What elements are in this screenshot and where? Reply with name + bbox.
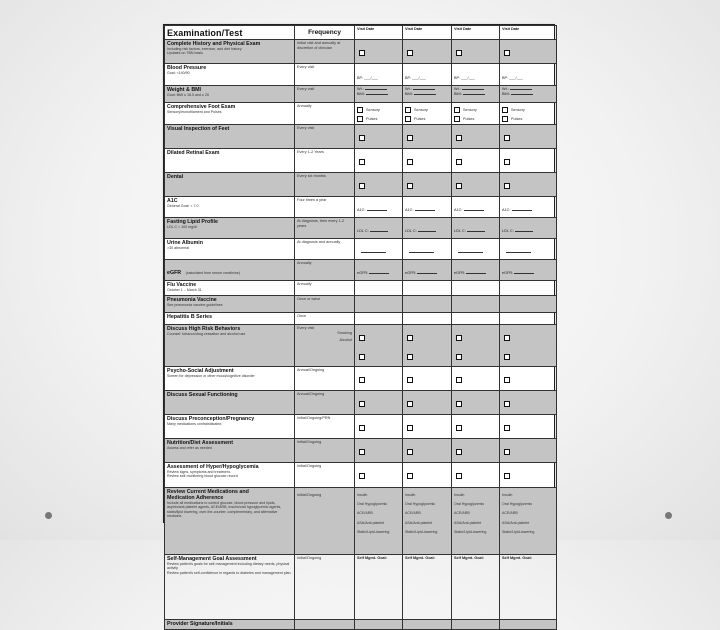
checkbox[interactable] (407, 183, 413, 189)
row-frequency: Initial/Ongoing (295, 488, 355, 555)
bp-field[interactable]: BP: ___/___ (502, 76, 523, 80)
frequency-column-header: Frequency (295, 26, 355, 40)
option-statin[interactable]: Statin/Lipid-lowering (405, 529, 438, 534)
row-subtitle: Assess and refer as needed (167, 446, 212, 450)
ldl-field[interactable]: LDL C: (454, 229, 485, 233)
row-visual-inspection (165, 125, 557, 149)
checkbox[interactable] (407, 159, 413, 165)
egfr-field[interactable]: eGFR: (502, 271, 534, 275)
checkbox (405, 107, 411, 113)
row-title: Discuss High Risk Behaviors (167, 326, 241, 332)
self-mgmt-goal-field[interactable]: Self Mgmt. Goal: (403, 555, 452, 620)
row-blood-pressure (165, 64, 557, 86)
signature-cell[interactable] (403, 620, 452, 630)
row-title: Dilated Retinal Exam (167, 150, 220, 156)
row-frequency: Initial visit and annually at discretion of clinician (295, 40, 355, 64)
row-title: Fasting Lipid Profile (167, 219, 218, 225)
row-history (165, 40, 557, 64)
row-frequency: Every six months (295, 173, 355, 197)
slide-dot-right (665, 512, 672, 519)
alcohol-checkbox[interactable] (407, 354, 413, 360)
checkbox[interactable] (456, 159, 462, 165)
egfr-field[interactable]: eGFR: (357, 271, 389, 275)
row-subtitle: LDL C < 100 mg/dl (167, 225, 197, 229)
checkbox[interactable] (359, 159, 365, 165)
row-nutrition (165, 439, 557, 463)
option-ace-arb[interactable]: ACE/ARB (405, 511, 421, 516)
visit-cell[interactable] (500, 281, 557, 296)
bp-field[interactable]: BP: ___/___ (357, 76, 378, 80)
row-frequency: At diagnosis and annually (295, 239, 355, 260)
bmi-field[interactable]: BMI: (405, 92, 449, 97)
header-row (165, 26, 557, 40)
row-subtitle-2: Review self-monitoring blood glucose record (167, 474, 238, 479)
option-asa-antiplatelet[interactable]: ASA/Anti-platelet (502, 520, 530, 525)
smoking-checkbox[interactable] (504, 335, 510, 341)
row-urine-albumin (165, 239, 557, 260)
diabetes-flowsheet-document (163, 24, 555, 627)
checkbox[interactable] (504, 425, 510, 431)
row-preconception (165, 415, 557, 439)
option-ace-arb[interactable]: ACE/ARB (357, 511, 373, 516)
ldl-field[interactable]: LDL C: (357, 229, 388, 233)
egfr-field[interactable]: eGFR: (405, 271, 437, 275)
pulses-option[interactable]: Pulses (502, 116, 554, 122)
row-frequency: Annual/Ongoing (295, 367, 355, 391)
checkbox[interactable] (456, 377, 462, 383)
albumin-field[interactable] (409, 252, 434, 253)
row-frequency: Every visit (295, 64, 355, 86)
row-subtitle: Many medications contraindicated (167, 422, 222, 426)
row-weight-bmi (165, 86, 557, 103)
visit-date-header-1[interactable]: Visit Date (355, 26, 403, 40)
row-psycho-social (165, 367, 557, 391)
bmi-field[interactable]: BMI: (454, 92, 497, 97)
row-title: A1C (167, 198, 178, 204)
row-subtitle: Counsel: tobacco/drug cessation and alcohol use (167, 332, 246, 336)
a1c-field[interactable]: A1C: (357, 208, 387, 212)
row-title: Flu Vaccine (167, 282, 197, 288)
checkbox[interactable] (359, 183, 365, 189)
visit-cell[interactable] (500, 296, 557, 313)
option-oral-hypoglycemic[interactable]: Oral Hypoglycemic (502, 502, 533, 507)
row-hepatitis-b (165, 313, 557, 325)
row-title: Dental (167, 174, 184, 180)
row-subtitle: See pneumonia vaccine guidelines (167, 303, 223, 307)
option-statin[interactable]: Statin/Lipid-lowering (357, 529, 390, 534)
checkbox (502, 116, 508, 122)
option-oral-hypoglycemic[interactable]: Oral Hypoglycemic (454, 502, 485, 507)
row-flu-vaccine (165, 281, 557, 296)
row-title: Provider Signature/Initials (167, 621, 233, 627)
checkbox (357, 107, 363, 113)
row-a1c (165, 197, 557, 218)
row-sexual-functioning (165, 391, 557, 415)
option-asa-antiplatelet[interactable]: ASA/Anti-platelet (357, 520, 385, 525)
self-mgmt-goal-field[interactable]: Self Mgmt. Goal: (355, 555, 403, 620)
row-title-2: Medication Adherence (167, 495, 224, 501)
row-subtitle: Review signs, symptoms and treatment. (167, 470, 231, 474)
row-subtitle: Including risk factors, exercise, and diet history (167, 47, 242, 51)
checkbox[interactable] (407, 50, 413, 56)
egfr-field[interactable]: eGFR: (454, 271, 486, 275)
row-high-risk-behaviors (165, 325, 557, 367)
checkbox[interactable] (359, 50, 365, 56)
row-title: Comprehensive Foot Exam (167, 104, 236, 110)
visit-cell[interactable] (403, 313, 452, 325)
option-asa-antiplatelet[interactable]: ASA/Anti-platelet (405, 520, 433, 525)
ldl-field[interactable]: LDL C: (502, 229, 533, 233)
option-ace-arb[interactable]: ACE/ARB (502, 511, 518, 516)
visit-date-header-3[interactable]: Visit Date (452, 26, 500, 40)
albumin-field[interactable] (506, 252, 531, 253)
checkbox[interactable] (456, 473, 462, 479)
row-title: Discuss Sexual Functioning (167, 392, 238, 398)
visit-cell[interactable] (355, 296, 403, 313)
bp-field[interactable]: BP: ___/___ (405, 76, 426, 80)
option-statin[interactable]: Statin/Lipid-lowering (454, 529, 487, 534)
alcohol-checkbox[interactable] (359, 354, 365, 360)
checkbox (454, 107, 460, 113)
checkbox[interactable] (359, 473, 365, 479)
row-frequency: Initial/Ongoing (295, 555, 355, 620)
row-frequency: Annually (295, 260, 355, 281)
self-mgmt-goal-field[interactable]: Self Mgmt. Goal: (500, 555, 557, 620)
row-title: Blood Pressure (167, 65, 207, 71)
option-insulin[interactable]: Insulin (357, 493, 368, 497)
row-foot-exam (165, 103, 557, 125)
checkbox[interactable] (407, 377, 413, 383)
checkbox[interactable] (456, 183, 462, 189)
option-insulin[interactable]: Insulin (502, 493, 513, 497)
checkbox[interactable] (504, 401, 510, 407)
visit-cell[interactable] (355, 313, 403, 325)
flowsheet-table (164, 25, 557, 630)
visit-date-header-2[interactable]: Visit Date (403, 26, 452, 40)
checkbox (454, 116, 460, 122)
visit-cell[interactable] (452, 313, 500, 325)
row-frequency: Annually (295, 103, 355, 125)
pulses-option[interactable]: Pulses (357, 116, 400, 122)
signature-cell[interactable] (500, 620, 557, 630)
checkbox[interactable] (407, 401, 413, 407)
row-title: Self-Management Goal Assessment (167, 556, 257, 562)
row-frequency: Annual/Ongoing (295, 391, 355, 415)
alcohol-label: Alcohol (339, 338, 352, 342)
visit-cell[interactable] (355, 281, 403, 296)
smoking-checkbox[interactable] (359, 335, 365, 341)
sensory-option[interactable]: Sensory (502, 107, 554, 113)
checkbox[interactable] (456, 50, 462, 56)
row-title: Complete History and Physical Exam (167, 41, 261, 47)
row-pneumonia-vaccine (165, 296, 557, 313)
weight-field[interactable]: Wt.: (357, 87, 400, 92)
weight-field[interactable]: Wt.: (502, 87, 554, 92)
row-title: Nutrition/Diet Assessment (167, 440, 234, 446)
row-subtitle-2: Updates on TBN basis (167, 51, 203, 56)
checkbox[interactable] (504, 449, 510, 455)
medication-options (500, 488, 557, 555)
a1c-field[interactable]: A1C: (454, 208, 484, 212)
medication-options (403, 488, 452, 555)
signature-blank (295, 620, 355, 630)
row-frequency: Initial/Ongoing (295, 463, 355, 488)
smoking-label: Smoking (337, 330, 352, 335)
row-frequency: Once (295, 313, 355, 325)
sensory-option[interactable]: Sensory (454, 107, 497, 113)
row-frequency: Every 1-2 Years (295, 149, 355, 173)
row-frequency: Every visit (295, 86, 355, 103)
row-title: Urine Albumin (167, 240, 203, 246)
option-statin[interactable]: Statin/Lipid-lowering (502, 529, 535, 534)
visit-cell[interactable] (403, 296, 452, 313)
row-subtitle: Goal: BMI ≤ 18.5 and ≤ 25 (167, 93, 209, 97)
row-glycemia-assessment (165, 463, 557, 488)
visit-date-header-4[interactable]: Visit Date (500, 26, 557, 40)
row-title: Pneumonia Vaccine (167, 297, 217, 303)
exam-column-header: Examination/Test (165, 26, 295, 40)
checkbox[interactable] (456, 449, 462, 455)
bp-field[interactable]: BP: ___/___ (454, 76, 475, 80)
option-asa-antiplatelet[interactable]: ASA/Anti-platelet (454, 520, 482, 525)
medication-options (355, 488, 403, 555)
self-mgmt-goal-field[interactable]: Self Mgmt. Goal: (452, 555, 500, 620)
row-frequency: At diagnosis, then every 1-2 years (295, 218, 355, 239)
checkbox[interactable] (359, 377, 365, 383)
weight-field[interactable]: Wt.: (405, 87, 449, 92)
row-title: Discuss Preconception/Pregnancy (167, 416, 255, 422)
checkbox[interactable] (359, 135, 365, 141)
ldl-field[interactable]: LDL C: (405, 229, 436, 233)
option-oral-hypoglycemic[interactable]: Oral Hypoglycemic (357, 502, 388, 507)
pulses-option[interactable]: Pulses (454, 116, 497, 122)
row-title: Review Current Medications and (167, 489, 249, 495)
row-subtitle: Include all medications to control glucose, blood pressure and lipids, aspirin/anti-platelet agents, ACE/ARB, insulin/oral hypoglycemic agents, statin/lipid lowering, over-the-counter, complementary, and alternative medicine. (167, 501, 282, 518)
checkbox[interactable] (359, 401, 365, 407)
row-title: Weight & BMI (167, 87, 202, 93)
row-frequency: Four times a year (295, 197, 355, 218)
visit-cell[interactable] (452, 296, 500, 313)
checkbox[interactable] (504, 135, 510, 141)
checkbox (502, 107, 508, 113)
row-title: Psycho-Social Adjustment (167, 368, 234, 374)
checkbox[interactable] (456, 135, 462, 141)
bmi-field[interactable]: BMI: (357, 92, 400, 97)
row-frequency: Once or twice (295, 296, 355, 313)
slide-dot-left (45, 512, 52, 519)
checkbox[interactable] (504, 50, 510, 56)
smoking-checkbox[interactable] (407, 335, 413, 341)
row-frequency: Every visit (297, 326, 315, 330)
checkbox (405, 116, 411, 122)
option-ace-arb[interactable]: ACE/ARB (454, 511, 470, 516)
pulses-option[interactable]: Pulses (405, 116, 449, 122)
row-subtitle: Review patient's goals for self-management including dietary needs, physical activity (167, 562, 290, 571)
alcohol-checkbox[interactable] (456, 354, 462, 360)
bmi-field[interactable]: BMI: (502, 92, 554, 97)
row-title: Visual Inspection of Feet (167, 126, 230, 132)
row-frequency: Annually (295, 281, 355, 296)
row-retinal-exam (165, 149, 557, 173)
checkbox[interactable] (456, 401, 462, 407)
signature-cell[interactable] (355, 620, 403, 630)
row-frequency: Every visit (295, 125, 355, 149)
row-subtitle: (calculated from serum creatinine) (185, 271, 240, 275)
checkbox (357, 116, 363, 122)
albumin-field[interactable] (361, 252, 386, 253)
row-subtitle: General Goal: < 7.0 (167, 204, 199, 208)
checkbox[interactable] (504, 473, 510, 479)
row-dental (165, 173, 557, 197)
visit-cell[interactable] (403, 281, 452, 296)
row-subtitle: Goal: <140/90 (167, 71, 190, 75)
checkbox[interactable] (504, 159, 510, 165)
checkbox[interactable] (504, 377, 510, 383)
row-title: eGFR (167, 270, 182, 276)
row-lipid-profile (165, 218, 557, 239)
row-medications (165, 488, 557, 555)
option-insulin[interactable]: Insulin (454, 493, 465, 497)
row-self-management (165, 555, 557, 620)
visit-cell[interactable] (500, 313, 557, 325)
row-provider-signature (165, 620, 557, 630)
row-title: Hepatitis B Series (167, 314, 213, 320)
checkbox[interactable] (407, 425, 413, 431)
sensory-option[interactable]: Sensory (405, 107, 449, 113)
a1c-field[interactable]: A1C: (502, 208, 532, 212)
signature-cell[interactable] (452, 620, 500, 630)
row-frequency: Initial/Ongoing (295, 439, 355, 463)
checkbox[interactable] (456, 425, 462, 431)
checkbox[interactable] (407, 135, 413, 141)
row-egfr (165, 260, 557, 281)
weight-field[interactable]: Wt.: (454, 87, 497, 92)
row-subtitle: October 1 – March 31 (167, 288, 202, 292)
row-subtitle: >30 abnormal (167, 246, 190, 250)
row-title: Assessment of Hyper/Hypoglycemia (167, 464, 259, 470)
option-insulin[interactable]: Insulin (405, 493, 416, 497)
a1c-field[interactable]: A1C: (405, 208, 435, 212)
medication-options (452, 488, 500, 555)
option-oral-hypoglycemic[interactable]: Oral Hypoglycemic (405, 502, 436, 507)
row-frequency: Initial/Ongoing/PRN (295, 415, 355, 439)
visit-cell[interactable] (452, 281, 500, 296)
alcohol-checkbox[interactable] (504, 354, 510, 360)
sensory-option[interactable]: Sensory (357, 107, 400, 113)
smoking-checkbox[interactable] (456, 335, 462, 341)
row-subtitle-2: Review patient's self-confidence in regards to diabetes and management plan. (167, 570, 292, 575)
checkbox[interactable] (359, 449, 365, 455)
checkbox[interactable] (407, 473, 413, 479)
row-subtitle: Screen for depression or other mood/cognitive disorder (167, 374, 255, 378)
checkbox[interactable] (359, 425, 365, 431)
row-subtitle: Sensory/monofilament and Pulses (167, 110, 222, 114)
albumin-field[interactable] (458, 252, 483, 253)
checkbox[interactable] (504, 183, 510, 189)
checkbox[interactable] (407, 449, 413, 455)
